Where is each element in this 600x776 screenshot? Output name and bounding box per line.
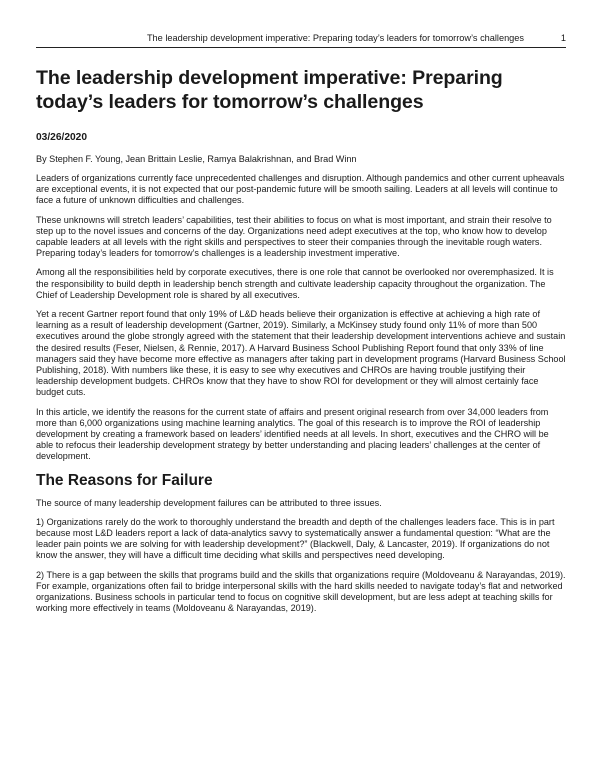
publication-date: 03/26/2020 bbox=[36, 132, 87, 143]
article-title: The leadership development imperative: Preparing today’s leaders for tomorrow’s challenges bbox=[36, 67, 503, 113]
paragraph: Leaders of organizations currently face unprecedented challenges and disruption. Although pandemics and other current upheavals are exceptional events, it is not expected that our post-pandemic future will be smooth sailing. Leaders at all levels will continue to face a future of unknown difficulties and challenges. bbox=[36, 173, 565, 206]
section-heading: The Reasons for Failure bbox=[36, 471, 213, 489]
running-header bbox=[36, 33, 566, 48]
page-number: 1 bbox=[560, 33, 566, 43]
paragraph: Yet a recent Gartner report found that only 19% of L&D heads believe their organization is effective at achieving a high rate of learning as a result of leadership development (Gartner, 2019). Similarly, a McKinsey study found only 11% of more than 500 executives around the globe strongly agreed with the statement that their leadership development interventions achieve and sustain the desired results (Feser, Nielsen, & Rennie, 2017). A Harvard Business School Publishing Report found that only 33% of line managers said they have become more effective as managers after taking part in development programs (Harvard Business School Publishing, 2018). With numbers like these, it is easy to see why executives and CHROs are having trouble justifying their leadership development budgets. CHROs know that they have to show ROI for development or they will almost certainly face budget cuts. bbox=[36, 309, 566, 398]
paragraph: Among all the responsibilities held by corporate executives, there is one role that cannot be overlooked nor overemphasized. It is the responsibility to build depth in leadership bench strength and cultivate leadership capacity throughout the organization. The Chief of Leadership Development role is shared by all executives. bbox=[36, 267, 554, 300]
author-byline: By Stephen F. Young, Jean Brittain Leslie, Ramya Balakrishnan, and Brad Winn bbox=[36, 154, 357, 164]
paragraph: The source of many leadership development failures can be attributed to three issues. bbox=[36, 497, 382, 508]
paragraph: In this article, we identify the reasons for the current state of affairs and present original research from over 34,000 leaders from more than 6,000 organizations using machine learning analytics. The goal of this research is to improve the ROI of leadership development by creating a framework based on leaders’ identified needs at all levels. In short, executives and the CHRO will be able to refocus their leadership development strategy by better understanding and placing leaders’ challenges at the center of development. bbox=[36, 406, 549, 462]
article-body bbox=[36, 66, 566, 615]
paragraph: These unknowns will stretch leaders’ capabilities, test their abilities to focus on what is most important, and strain their resolve to step up to the novel issues and concerns of the day. Organizations need adept executives at the top, who know how to develop capable leaders at all levels with the right skills and perspectives to steer their companies through the inevitable rough waters. Preparing today’s leaders for tomorrow’s challenges is a leadership investment imperative. bbox=[36, 214, 552, 259]
paragraph: 1) Organizations rarely do the work to thoroughly understand the breadth and depth of the challenges leaders face. This is in part because most L&D leaders report a lack of data-analytics savvy to systematically answer a fundamental question: “What are the leader pain points we are solving for with leadership development?” (Blackwell, Daly, & Lancaster, 2019). If organizations do not know the answer, they will have a difficult time deciding what skills and perspectives need developing. bbox=[36, 516, 555, 561]
running-header-title: The leadership development imperative: Preparing today’s leaders for tomorrow’s challenges bbox=[146, 33, 524, 43]
paragraph: 2) There is a gap between the skills that programs build and the skills that organizations require (Moldoveanu & Narayandas, 2019). For example, organizations often fail to bridge interpersonal skills with the hard skills needed to navigate today’s flat and networked organizations. Business schools in particular tend to focus on cognitive skill development, but are less adept at teaching skills for working more effectively in teams (Moldoveanu & Narayandas, 2019). bbox=[36, 569, 566, 614]
